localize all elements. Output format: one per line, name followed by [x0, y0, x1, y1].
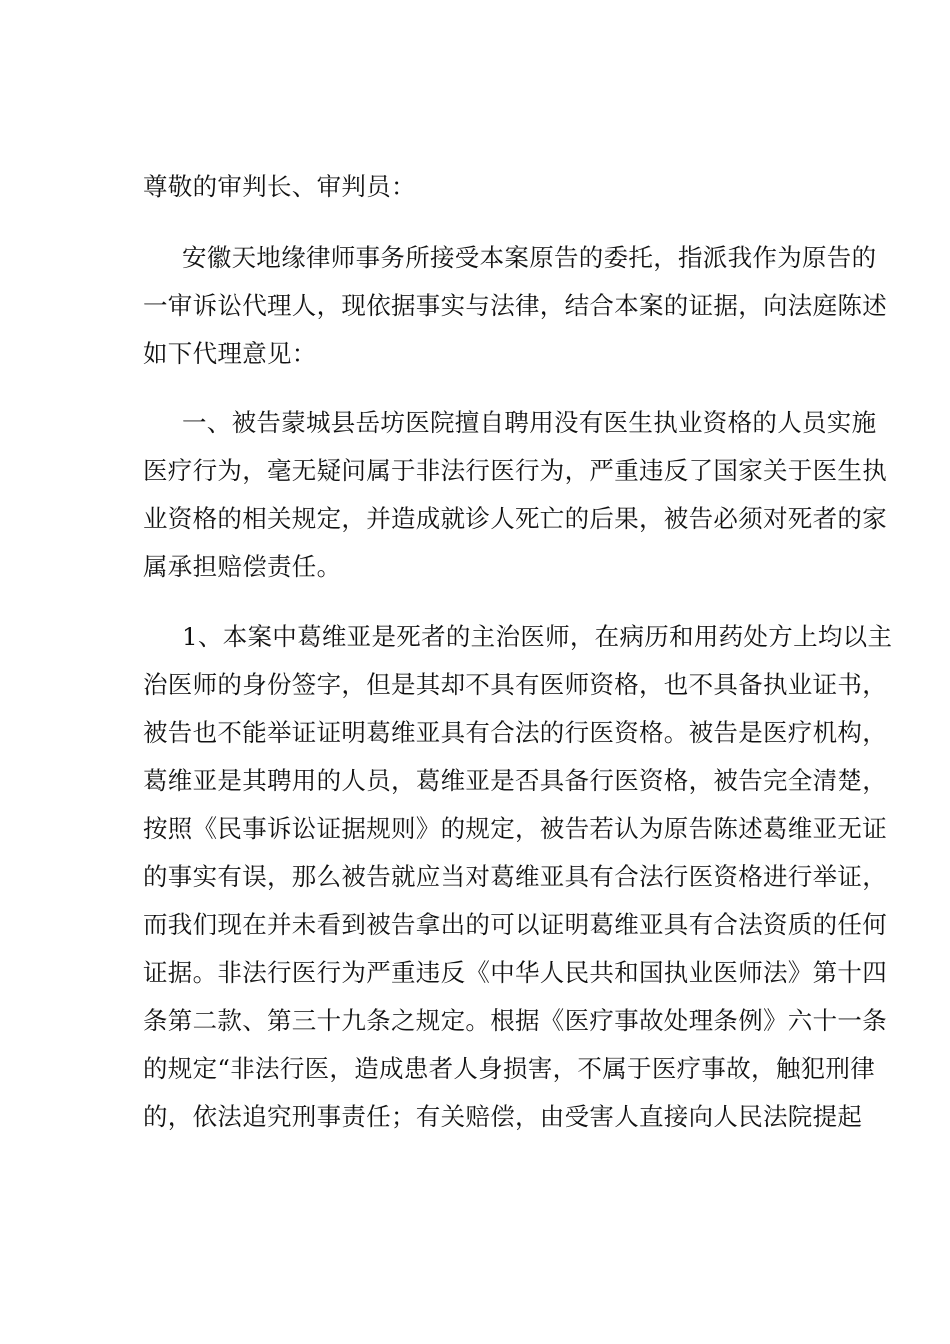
paragraph-line: 的事实有误，那么被告就应当对葛维亚具有合法行医资格进行举证， [143, 862, 887, 891]
paragraph-line: 一审诉讼代理人，现依据事实与法律，结合本案的证据，向法庭陈述 [143, 291, 887, 320]
paragraph-line: 的规定“非法行医，造成患者人身损害，不属于医疗事故，触犯刑律 [143, 1054, 876, 1083]
paragraph-line: 葛维亚是其聘用的人员，葛维亚是否具备行医资格，被告完全清楚， [143, 766, 887, 795]
paragraph-line: 医疗行为，毫无疑问属于非法行医行为，严重违反了国家关于医生执 [143, 456, 887, 485]
paragraph-line: 1、本案中葛维亚是死者的主治医师，在病历和用药处方上均以主 [182, 622, 893, 651]
salutation: 尊敬的审判长、审判员： [143, 172, 416, 201]
paragraph-line: 的，依法追究刑事责任；有关赔偿，由受害人直接向人民法院提起 [143, 1102, 863, 1131]
paragraph-line: 按照《民事诉讼证据规则》的规定，被告若认为原告陈述葛维亚无证 [143, 814, 887, 843]
paragraph-line: 安徽天地缘律师事务所接受本案原告的委托，指派我作为原告的 [182, 243, 877, 272]
paragraph-line: 属承担赔偿责任。 [143, 552, 342, 581]
paragraph-line: 被告也不能举证证明葛维亚具有合法的行医资格。被告是医疗机构， [143, 718, 887, 747]
paragraph-line: 证据。非法行医行为严重违反《中华人民共和国执业医师法》第十四 [143, 958, 887, 987]
paragraph-line: 业资格的相关规定，并造成就诊人死亡的后果，被告必须对死者的家 [143, 504, 887, 533]
paragraph-line: 而我们现在并未看到被告拿出的可以证明葛维亚具有合法资质的任何 [143, 910, 887, 939]
paragraph-line: 治医师的身份签字，但是其却不具有医师资格，也不具备执业证书， [143, 670, 887, 699]
paragraph-line: 条第二款、第三十九条之规定。根据《医疗事故处理条例》六十一条 [143, 1006, 887, 1035]
paragraph-line: 一、被告蒙城县岳坊医院擅自聘用没有医生执业资格的人员实施 [182, 408, 877, 437]
paragraph-line: 如下代理意见： [143, 339, 317, 368]
